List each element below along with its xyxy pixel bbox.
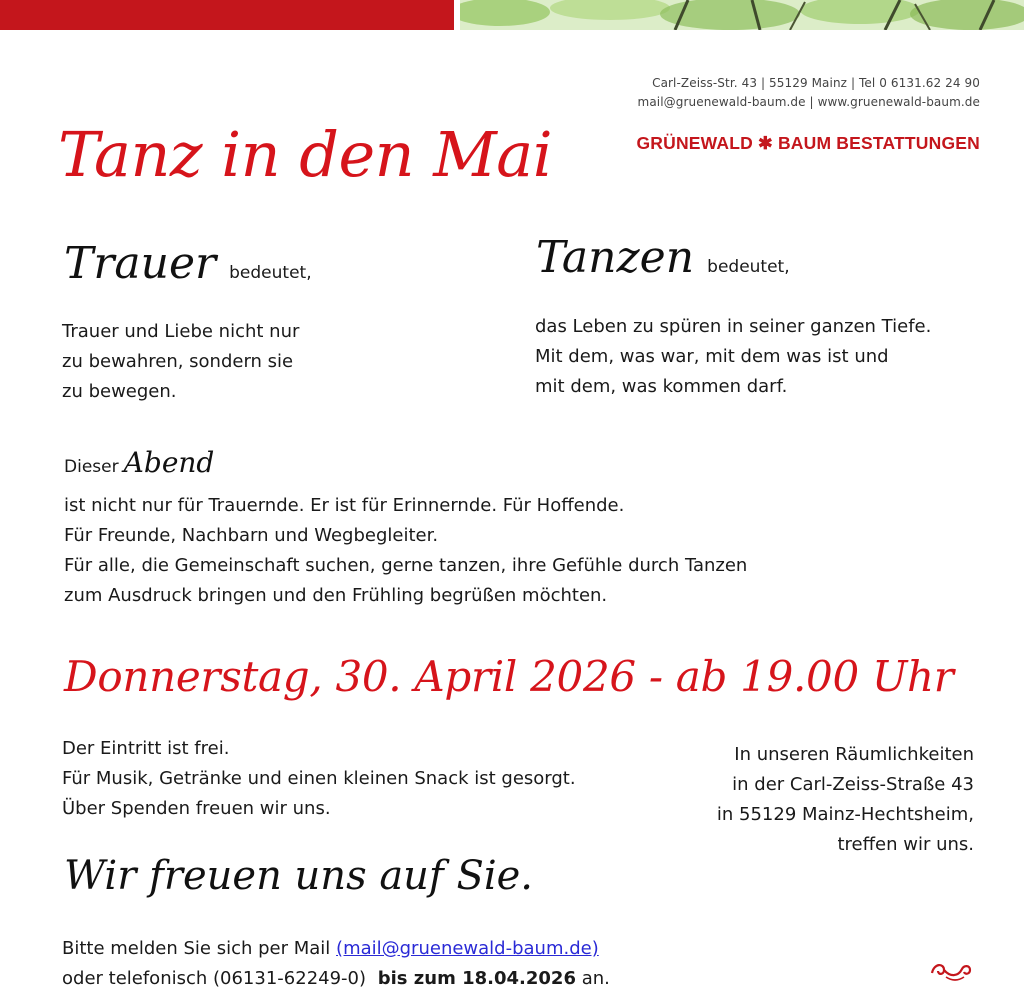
rsvp-line-2 bbox=[62, 964, 610, 994]
tanzen-line: Mit dem, was war, mit dem was ist und bbox=[535, 346, 889, 367]
event-date: Donnerstag, 30. April 2026 - ab 19.00 Uhr bbox=[64, 652, 954, 701]
abend-line: zum Ausdruck bringen und den Frühling begrüßen möchten. bbox=[64, 585, 608, 606]
abend-text bbox=[64, 491, 747, 611]
info-right-line: treffen wir uns. bbox=[837, 834, 974, 855]
info-left-line: Der Eintritt ist frei. bbox=[62, 738, 230, 759]
rsvp-line-1 bbox=[62, 934, 610, 964]
info-left-line: Für Musik, Getränke und einen kleinen Snack ist gesorgt. bbox=[62, 768, 576, 789]
trauer-line: Trauer und Liebe nicht nur bbox=[62, 321, 300, 342]
brand-name: GRÜNEWALD ✱ BAUM BESTATTUNGEN bbox=[636, 133, 980, 153]
info-left-line: Über Spenden freuen wir uns. bbox=[62, 798, 331, 819]
rsvp-mail-prefix: Bitte melden Sie sich per Mail bbox=[62, 938, 331, 959]
trauer-heading bbox=[64, 238, 312, 289]
info-right-line: In unseren Räumlichkeiten bbox=[734, 744, 974, 765]
mail-link[interactable]: (mail@gruenewald-baum.de) bbox=[336, 938, 599, 959]
tanzen-heading bbox=[536, 232, 790, 283]
rsvp-phone-prefix: oder telefonisch (06131-62249-0) bbox=[62, 968, 367, 989]
tanzen-text bbox=[535, 312, 931, 402]
rsvp-suffix: an. bbox=[581, 968, 610, 989]
tanzen-word: Tanzen bbox=[536, 232, 695, 283]
abend-heading bbox=[64, 446, 214, 479]
tanzen-suffix: bedeutet, bbox=[707, 257, 790, 277]
header-red-bar bbox=[0, 0, 454, 30]
contact-address-line: Carl-Zeiss-Str. 43 | 55129 Mainz | Tel 0 6131.62 24 90 bbox=[652, 76, 980, 90]
trauer-line: zu bewegen. bbox=[62, 381, 177, 402]
info-right-line: in 55129 Mainz-Hechtsheim, bbox=[716, 804, 974, 825]
header-tree-image bbox=[460, 0, 1024, 30]
abend-prefix: Dieser bbox=[64, 457, 119, 477]
abend-line: ist nicht nur für Trauernde. Er ist für Erinnernde. Für Hoffende. bbox=[64, 495, 625, 516]
rsvp-text bbox=[62, 934, 610, 994]
info-left bbox=[62, 734, 576, 824]
page-title: Tanz in den Mai bbox=[58, 118, 553, 191]
rsvp-deadline: bis zum 18.04.2026 bbox=[377, 968, 576, 989]
tanzen-line: das Leben zu spüren in seiner ganzen Tiefe. bbox=[535, 316, 932, 337]
red-flourish-ornament-icon bbox=[928, 957, 974, 983]
closing-line: Wir freuen uns auf Sie. bbox=[64, 853, 534, 899]
abend-line: Für Freunde, Nachbarn und Wegbegleiter. bbox=[64, 525, 439, 546]
info-right-line: in der Carl-Zeiss-Straße 43 bbox=[732, 774, 974, 795]
abend-line: Für alle, die Gemeinschaft suchen, gerne tanzen, ihre Gefühle durch Tanzen bbox=[64, 555, 748, 576]
info-right bbox=[717, 740, 974, 860]
trauer-text bbox=[62, 317, 299, 407]
contact-web-line: mail@gruenewald-baum.de | www.gruenewald-baum.de bbox=[637, 95, 980, 109]
tanzen-line: mit dem, was kommen darf. bbox=[535, 376, 788, 397]
trauer-line: zu bewahren, sondern sie bbox=[62, 351, 294, 372]
trauer-suffix: bedeutet, bbox=[229, 263, 312, 283]
trauer-word: Trauer bbox=[64, 238, 217, 289]
abend-word: Abend bbox=[123, 446, 215, 479]
